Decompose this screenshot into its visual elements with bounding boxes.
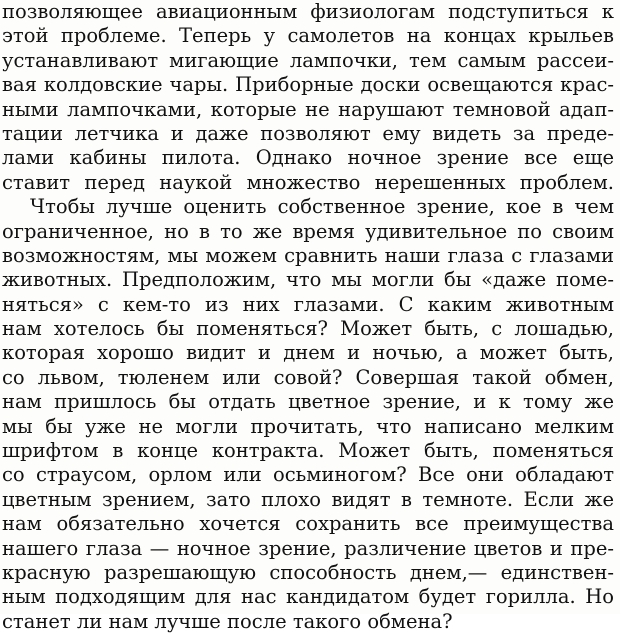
text-line: животных. Предположим, что мы могли бы «даже поме- [2, 268, 614, 292]
text-line: которая хорошо видит и днем и ночью, а может быть, [2, 341, 614, 365]
text-line: ными лампочками, которые не нарушают темновой адап- [2, 97, 614, 121]
text-line: ным подходящим для нас кандидатом будет горилла. Но [2, 585, 614, 609]
text-line: нам обязательно хочется сохранить все преимущества [2, 512, 614, 536]
text-line: вая колдовские чары. Приборные доски освещаются крас- [2, 73, 614, 97]
body-text [2, 0, 614, 634]
text-line: ограниченное, но в то же время удивительное по своим [2, 219, 614, 243]
text-line: няться» с кем-то из них глазами. С каким животным [2, 292, 614, 316]
text-line: позволяющее авиационным физиологам подступиться к [2, 0, 614, 23]
paragraph-start-line: Чтобы лучше оценить собственное зрение, кое в чем [30, 195, 614, 219]
text-line: мы бы уже не могли прочитать, что написано мелким [2, 414, 614, 438]
text-line: этой проблеме. Теперь у самолетов на концах крыльев [2, 24, 614, 48]
text-line: тации летчика и даже позволяют ему видеть за преде- [2, 121, 614, 145]
text-line: устанавливают мигающие лампочки, тем самым рассеи- [2, 48, 614, 72]
text-line: возможностям, мы можем сравнить наши глаза с глазами [2, 243, 614, 267]
text-line: нам пришлось бы отдать цветное зрение, и к тому же [2, 390, 614, 414]
text-line: со львом, тюленем или совой? Совершая такой обмен, [2, 365, 614, 389]
paragraph-end-line: ставит перед наукой множество нерешенных проблем. [2, 170, 614, 194]
text-line: нам хотелось бы поменяться? Может быть, с лошадью, [2, 317, 614, 341]
text-line: шрифтом в конце контракта. Может быть, поменяться [2, 439, 614, 463]
text-line: красную разрешающую способность днем,— единствен- [2, 560, 614, 584]
text-line: нашего глаза — ночное зрение, различение цветов и пре- [2, 536, 614, 560]
text-line: лами кабины пилота. Однако ночное зрение все еще [2, 146, 614, 170]
last-line: станет ли нам лучше после такого обмена? [2, 609, 453, 633]
text-line: цветным зрением, зато плохо видят в темноте. Если же [2, 487, 614, 511]
text-line: со страусом, орлом или осьминогом? Все они обладают [2, 463, 614, 487]
